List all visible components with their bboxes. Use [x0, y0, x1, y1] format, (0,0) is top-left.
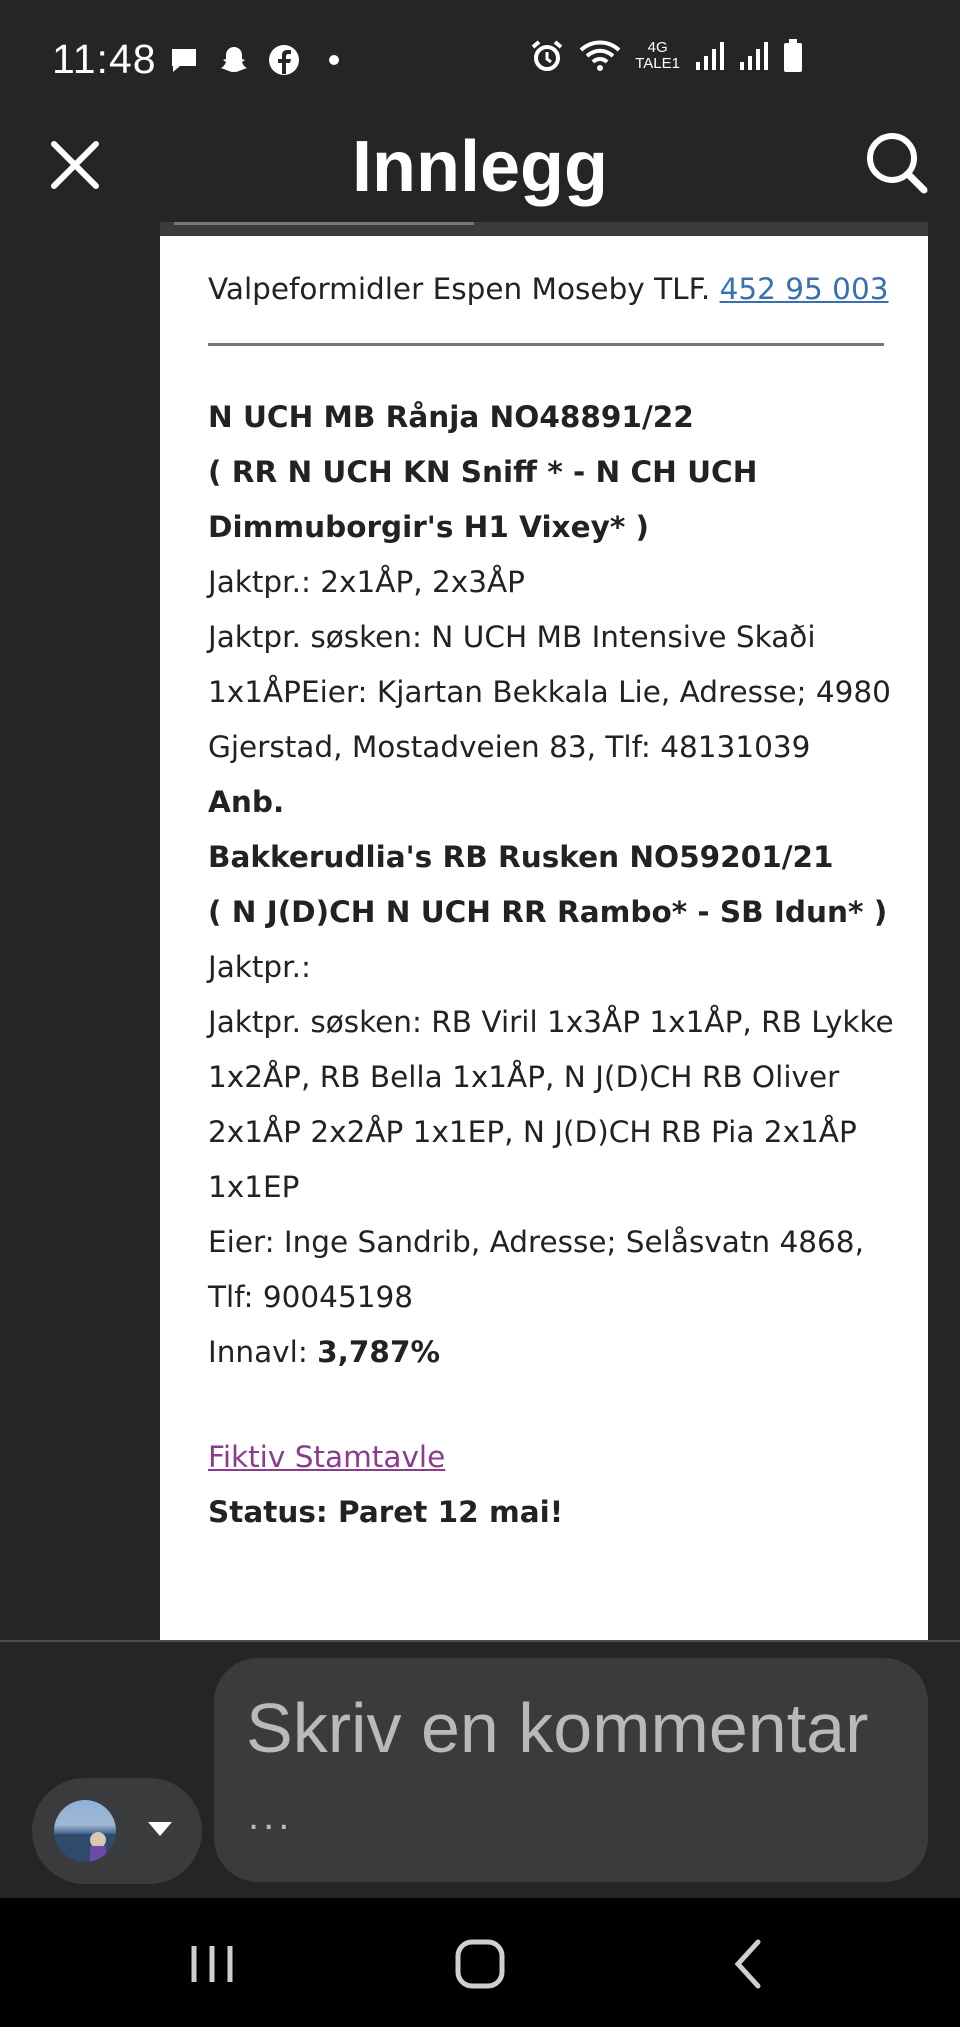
anb-label: Anb. — [208, 785, 285, 819]
dog1-parents: ( RR N UCH KN Sniff * - N CH UCH — [208, 455, 758, 489]
dog2-jaktpr: Jaktpr.: — [208, 950, 311, 984]
wifi-icon — [579, 38, 621, 74]
commenter-selector[interactable] — [32, 1778, 202, 1884]
snapchat-icon — [218, 44, 250, 76]
dog1-siblings: Jaktpr. søsken: N UCH MB Intensive Skaði — [208, 620, 816, 654]
back-icon[interactable] — [718, 1932, 782, 1996]
separator — [208, 343, 884, 346]
page-title: Innlegg — [352, 127, 608, 207]
dog1-jaktpr: Jaktpr.: 2x1ÅP, 2x3ÅP — [208, 565, 525, 599]
post-image[interactable] — [160, 222, 928, 1640]
dog2-siblings: 1x1EP — [208, 1170, 300, 1204]
dog2-siblings: Jaktpr. søsken: RB Viril 1x3ÅP 1x1ÅP, RB Lykke — [208, 1005, 894, 1039]
dog2-siblings: 1x2ÅP, RB Bella 1x1ÅP, N J(D)CH RB Oliver — [208, 1060, 840, 1094]
image-top-band — [160, 222, 928, 236]
message-icon — [168, 44, 200, 76]
system-icons — [529, 38, 804, 74]
dog2-owner: Tlf: 90045198 — [208, 1280, 414, 1314]
notification-icons — [168, 44, 350, 76]
facebook-icon — [268, 44, 300, 76]
comment-placeholder: Skriv en kommentar — [246, 1689, 869, 1767]
dot-icon — [318, 44, 350, 76]
dog2-parents: ( N J(D)CH N UCH RR Rambo* - SB Idun* ) — [208, 895, 888, 929]
signal-icon — [694, 40, 724, 72]
phone-link[interactable]: 452 95 003 — [719, 272, 889, 306]
network-label: 4G TALE1 — [635, 39, 680, 72]
pedigree-link[interactable]: Fiktiv Stamtavle — [208, 1440, 446, 1474]
system-nav-bar — [0, 1898, 960, 2027]
status-time: 11:48 — [52, 36, 157, 82]
recent-apps-icon[interactable] — [180, 1932, 244, 1996]
comment-input[interactable] — [214, 1658, 928, 1882]
dog2-siblings: 2x1ÅP 2x2ÅP 1x1EP, N J(D)CH RB Pia 2x1ÅP — [208, 1115, 857, 1149]
innavl-line: Innavl: 3,787% — [208, 1335, 441, 1369]
chevron-down-icon — [148, 1822, 172, 1836]
status-text: Status: Paret 12 mai! — [208, 1495, 564, 1529]
broker-line: Valpeformidler Espen Moseby TLF. 452 95 003 — [208, 272, 889, 306]
home-icon[interactable] — [448, 1932, 512, 1996]
battery-icon — [782, 39, 804, 73]
app-header — [0, 120, 960, 230]
dog1-siblings: 1x1ÅPEier: Kjartan Bekkala Lie, Adresse; 4980 — [208, 675, 891, 709]
alarm-icon — [529, 38, 565, 74]
dog1-siblings: Gjerstad, Mostadveien 83, Tlf: 48131039 — [208, 730, 811, 764]
divider — [0, 1640, 960, 1642]
status-bar — [0, 0, 960, 120]
comment-more: ... — [248, 1794, 294, 1838]
dog2-name: Bakkerudlia's RB Rusken NO59201/21 — [208, 840, 834, 874]
dog1-parents: Dimmuborgir's H1 Vixey* ) — [208, 510, 650, 544]
signal-icon — [738, 40, 768, 72]
pedigree-line — [208, 1430, 898, 1485]
post-document — [208, 262, 898, 1540]
dog2-owner: Eier: Inge Sandrib, Adresse; Selåsvatn 4868, — [208, 1225, 864, 1259]
avatar — [54, 1800, 116, 1862]
search-icon[interactable] — [864, 130, 930, 196]
dog1-name: N UCH MB Rånja NO48891/22 — [208, 400, 694, 434]
